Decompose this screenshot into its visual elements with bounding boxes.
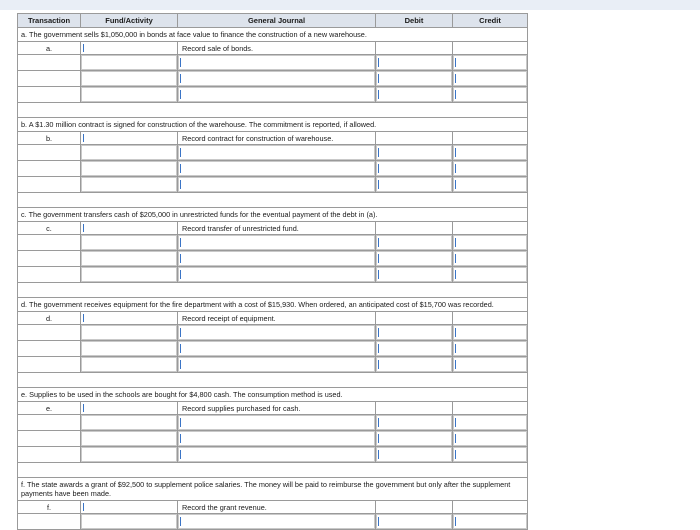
account-select[interactable] — [178, 161, 376, 177]
journal-entry-row — [18, 161, 528, 177]
fund-activity-select[interactable] — [81, 267, 178, 283]
spacer-row — [18, 373, 528, 388]
account-select[interactable] — [178, 447, 376, 463]
debit-input[interactable] — [376, 431, 453, 447]
spacer-row — [18, 283, 528, 298]
debit-input[interactable] — [376, 87, 453, 103]
journal-entry-row — [18, 71, 528, 87]
empty-cell — [18, 415, 81, 431]
debit-input[interactable] — [376, 71, 453, 87]
fund-activity-select[interactable] — [81, 431, 178, 447]
credit-input[interactable] — [453, 402, 528, 415]
debit-input[interactable] — [376, 222, 453, 235]
transaction-description: f. The state awards a grant of $92,500 to supplement police salaries. The money will be paid to reimburse the government but only after the supplement payments have been made. — [18, 478, 528, 501]
journal-entry-row — [18, 447, 528, 463]
debit-input[interactable] — [376, 177, 453, 193]
journal-entry-row — [18, 251, 528, 267]
empty-cell — [18, 341, 81, 357]
credit-input[interactable] — [453, 161, 528, 177]
account-select[interactable] — [178, 235, 376, 251]
fund-activity-select[interactable] — [81, 501, 178, 514]
transaction-description-row — [18, 478, 528, 501]
journal-entry-row — [18, 42, 528, 55]
header-debit: Debit — [376, 14, 453, 28]
debit-input[interactable] — [376, 402, 453, 415]
account-select[interactable] — [178, 325, 376, 341]
debit-input[interactable] — [376, 55, 453, 71]
empty-cell — [18, 87, 81, 103]
transaction-label: b. — [18, 132, 81, 145]
journal-entry-row — [18, 415, 528, 431]
fund-activity-select[interactable] — [81, 177, 178, 193]
debit-input[interactable] — [376, 514, 453, 530]
credit-input[interactable] — [453, 132, 528, 145]
account-select[interactable] — [178, 251, 376, 267]
credit-input[interactable] — [453, 267, 528, 283]
journal-memo: Record sale of bonds. — [178, 42, 376, 55]
journal-memo: Record supplies purchased for cash. — [178, 402, 376, 415]
transaction-description-row — [18, 28, 528, 42]
empty-cell — [18, 267, 81, 283]
transaction-description-row — [18, 298, 528, 312]
transaction-description: b. A $1.30 million contract is signed for construction of the warehouse. The commitment is reported, if allowed. — [18, 118, 528, 132]
fund-activity-select[interactable] — [81, 132, 178, 145]
journal-table — [17, 13, 528, 530]
debit-input[interactable] — [376, 447, 453, 463]
journal-entry-row — [18, 312, 528, 325]
fund-activity-select[interactable] — [81, 312, 178, 325]
transaction-description: d. The government receives equipment for the fire department with a cost of $15,930. When ordered, an anticipated cost of $15,700 was recorded. — [18, 298, 528, 312]
account-select[interactable] — [178, 145, 376, 161]
credit-input[interactable] — [453, 71, 528, 87]
account-select[interactable] — [178, 514, 376, 530]
transaction-label: e. — [18, 402, 81, 415]
journal-entry-row — [18, 341, 528, 357]
journal-memo: Record transfer of unrestricted fund. — [178, 222, 376, 235]
top-instruction-strip — [0, 0, 700, 10]
credit-input[interactable] — [453, 177, 528, 193]
debit-input[interactable] — [376, 161, 453, 177]
debit-input[interactable] — [376, 501, 453, 514]
journal-entry-row — [18, 431, 528, 447]
debit-input[interactable] — [376, 267, 453, 283]
account-select[interactable] — [178, 55, 376, 71]
fund-activity-select[interactable] — [81, 161, 178, 177]
transaction-description-row — [18, 118, 528, 132]
journal-entry-row — [18, 402, 528, 415]
credit-input[interactable] — [453, 42, 528, 55]
transaction-description-row — [18, 388, 528, 402]
account-select[interactable] — [178, 341, 376, 357]
empty-cell — [18, 177, 81, 193]
fund-activity-select[interactable] — [81, 145, 178, 161]
credit-input[interactable] — [453, 415, 528, 431]
account-select[interactable] — [178, 177, 376, 193]
credit-input[interactable] — [453, 325, 528, 341]
transaction-description-row — [18, 208, 528, 222]
empty-cell — [18, 357, 81, 373]
fund-activity-select[interactable] — [81, 251, 178, 267]
journal-entry-row — [18, 235, 528, 251]
account-select[interactable] — [178, 267, 376, 283]
empty-cell — [18, 251, 81, 267]
empty-cell — [18, 145, 81, 161]
header-credit: Credit — [453, 14, 528, 28]
account-select[interactable] — [178, 87, 376, 103]
account-select[interactable] — [178, 357, 376, 373]
journal-entry-row — [18, 325, 528, 341]
fund-activity-select[interactable] — [81, 55, 178, 71]
journal-memo: Record receipt of equipment. — [178, 312, 376, 325]
empty-cell — [18, 431, 81, 447]
debit-input[interactable] — [376, 132, 453, 145]
account-select[interactable] — [178, 71, 376, 87]
debit-input[interactable] — [376, 251, 453, 267]
fund-activity-select[interactable] — [81, 415, 178, 431]
journal-entry-row — [18, 177, 528, 193]
transaction-description: e. Supplies to be used in the schools are bought for $4,800 cash. The consumption method is used. — [18, 388, 528, 402]
transaction-label: f. — [18, 501, 81, 514]
header-general-journal: General Journal — [178, 14, 376, 28]
fund-activity-select[interactable] — [81, 357, 178, 373]
credit-input[interactable] — [453, 514, 528, 530]
empty-cell — [18, 71, 81, 87]
transaction-label: a. — [18, 42, 81, 55]
transaction-description: c. The government transfers cash of $205,000 in unrestricted funds for the eventual payment of the debt in (a). — [18, 208, 528, 222]
debit-input[interactable] — [376, 325, 453, 341]
journal-entry-row — [18, 55, 528, 71]
fund-activity-select[interactable] — [81, 235, 178, 251]
journal-entry-row — [18, 87, 528, 103]
fund-activity-select[interactable] — [81, 447, 178, 463]
journal-entry-row — [18, 501, 528, 514]
fund-activity-select[interactable] — [81, 87, 178, 103]
journal-entry-row — [18, 357, 528, 373]
debit-input[interactable] — [376, 42, 453, 55]
empty-cell — [18, 161, 81, 177]
credit-input[interactable] — [453, 55, 528, 71]
header-transaction: Transaction — [18, 14, 81, 28]
empty-cell — [18, 514, 81, 530]
journal-memo: Record the grant revenue. — [178, 501, 376, 514]
credit-input[interactable] — [453, 447, 528, 463]
fund-activity-select[interactable] — [81, 222, 178, 235]
journal-entry-row — [18, 145, 528, 161]
credit-input[interactable] — [453, 251, 528, 267]
credit-input[interactable] — [453, 235, 528, 251]
fund-activity-select[interactable] — [81, 42, 178, 55]
credit-input[interactable] — [453, 341, 528, 357]
debit-input[interactable] — [376, 341, 453, 357]
credit-input[interactable] — [453, 357, 528, 373]
empty-cell — [18, 235, 81, 251]
credit-input[interactable] — [453, 431, 528, 447]
fund-activity-select[interactable] — [81, 341, 178, 357]
header-fund-activity: Fund/Activity — [81, 14, 178, 28]
debit-input[interactable] — [376, 415, 453, 431]
journal-entry-row — [18, 132, 528, 145]
transaction-label: d. — [18, 312, 81, 325]
spacer-row — [18, 463, 528, 478]
empty-cell — [18, 447, 81, 463]
debit-input[interactable] — [376, 357, 453, 373]
spacer-row — [18, 193, 528, 208]
transaction-description: a. The government sells $1,050,000 in bonds at face value to finance the construction of a new warehouse. — [18, 28, 528, 42]
journal-entry-row — [18, 267, 528, 283]
account-select[interactable] — [178, 415, 376, 431]
transaction-label: c. — [18, 222, 81, 235]
account-select[interactable] — [178, 431, 376, 447]
empty-cell — [18, 55, 81, 71]
fund-activity-select[interactable] — [81, 402, 178, 415]
journal-entry-row — [18, 514, 528, 530]
spacer-row — [18, 103, 528, 118]
empty-cell — [18, 325, 81, 341]
fund-activity-select[interactable] — [81, 514, 178, 530]
journal-entry-row — [18, 222, 528, 235]
credit-input[interactable] — [453, 501, 528, 514]
credit-input[interactable] — [453, 312, 528, 325]
debit-input[interactable] — [376, 145, 453, 161]
debit-input[interactable] — [376, 235, 453, 251]
fund-activity-select[interactable] — [81, 71, 178, 87]
fund-activity-select[interactable] — [81, 325, 178, 341]
debit-input[interactable] — [376, 312, 453, 325]
header-row — [18, 14, 528, 28]
journal-memo: Record contract for construction of warehouse. — [178, 132, 376, 145]
credit-input[interactable] — [453, 145, 528, 161]
credit-input[interactable] — [453, 87, 528, 103]
credit-input[interactable] — [453, 222, 528, 235]
